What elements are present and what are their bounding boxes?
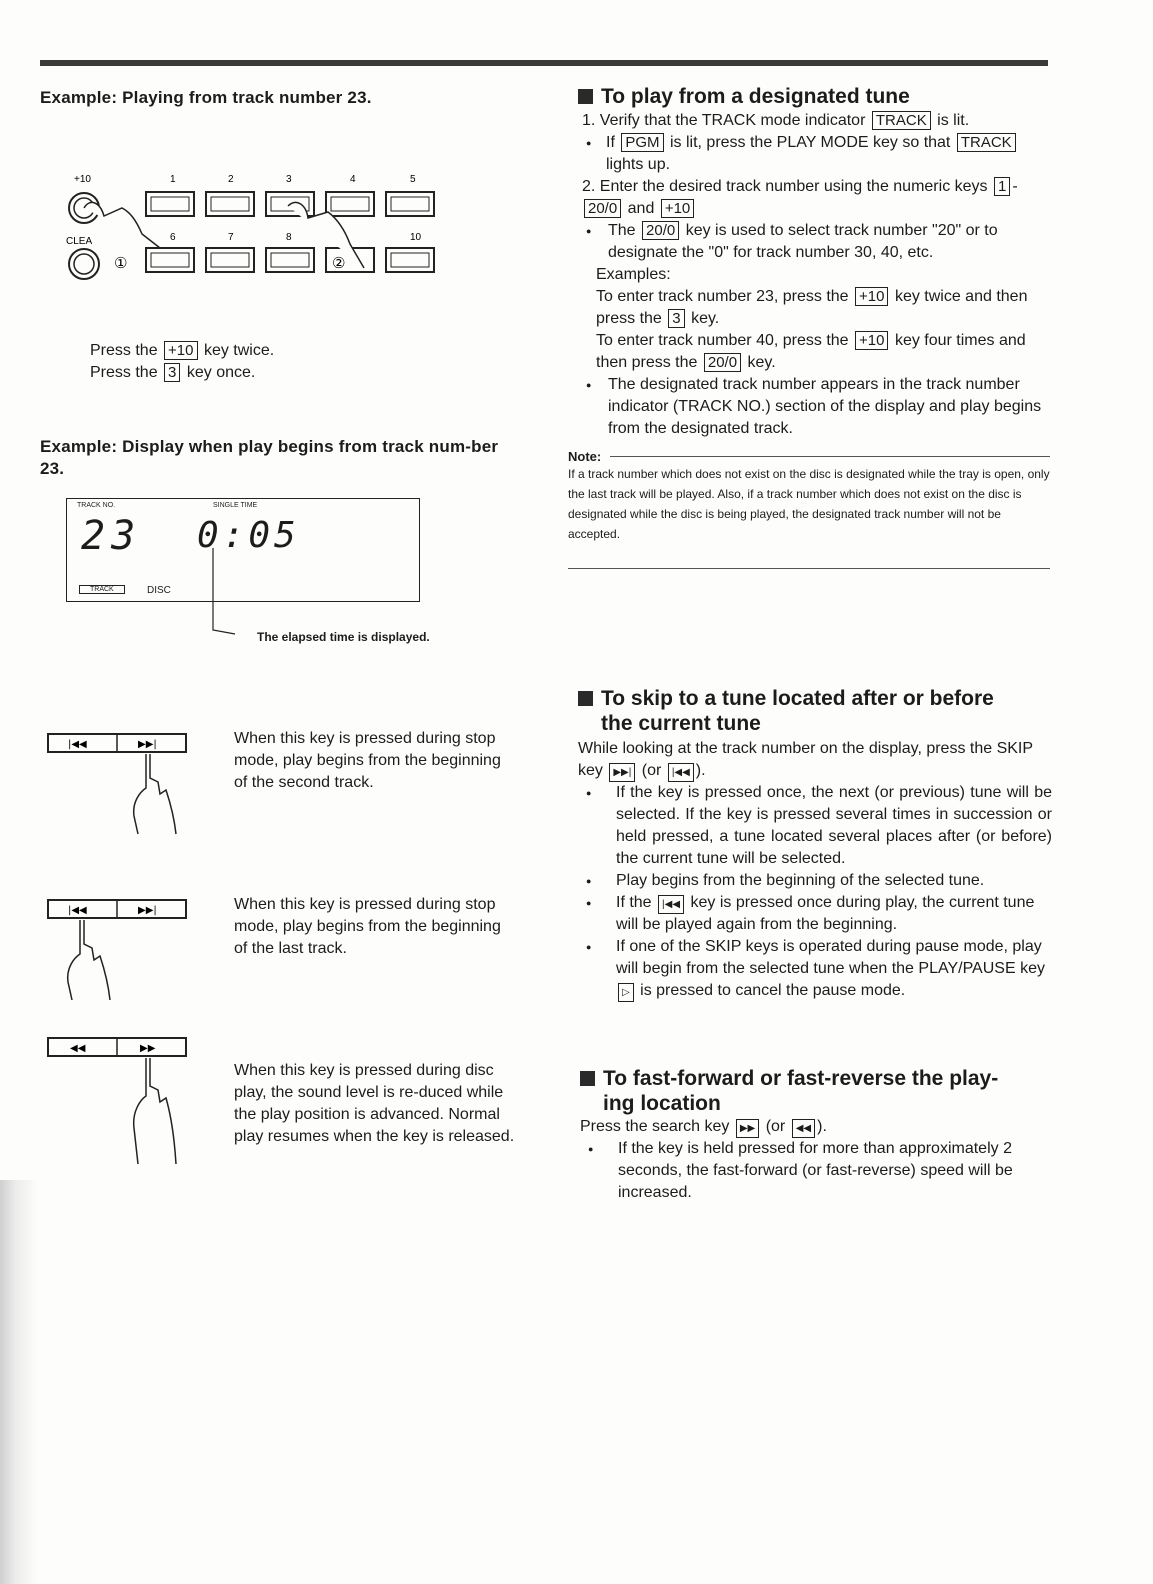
top-rule: [40, 60, 1048, 66]
finger-icon: [134, 1058, 176, 1164]
skip-forward-icon: ▶▶|: [609, 763, 635, 782]
section2-body: While looking at the track number on the display, press the SKIP key ▶▶| (or |◀◀ ). ● If the key is pressed once, the next (or previous) tune will be selected. If the key is pressed several times in succession or held pressed, a tune located several places after (or before) the current tune will be selected. ● Play begins from the beginning of the selected tune. ● If the |◀◀ key is pressed once during play, the current tune will be played again from the beginning. ● If one of the SKIP keys is operated during pause mode, play will begin from the selected tune when the PLAY/PAUSE key ▷ is pressed to cancel the pause mode.: [578, 738, 1052, 1002]
search-illustration: [46, 1036, 196, 1166]
section-square-icon: [578, 89, 593, 104]
display-caption: The elapsed time is displayed.: [257, 630, 430, 644]
callout-2: ②: [332, 254, 346, 272]
note-title: Note:: [568, 449, 602, 464]
key-label: +10: [74, 174, 91, 185]
key-label: 3: [286, 174, 292, 185]
section-square-icon: [580, 1071, 595, 1086]
press-line-2: Press the 3 key once.: [90, 364, 256, 381]
key-5: [386, 192, 434, 216]
skip-back-icon: |◀◀: [658, 895, 684, 914]
rewind-icon: ◀◀: [792, 1119, 815, 1138]
example1-heading: Example: Playing from track number 23.: [40, 88, 372, 107]
skip-forward-icon: ▶▶|: [138, 905, 157, 916]
hand-1-icon: [84, 202, 160, 248]
track-indicator: TRACK: [79, 585, 125, 594]
skip-forward-illustration: [46, 732, 196, 836]
fast-forward-icon: ▶▶: [736, 1119, 759, 1138]
time-display: 0:05: [197, 515, 300, 556]
search-text: When this key is pressed during disc play, the sound level is re-duced while the play position is advanced. Normal play resumes when the key is released.: [234, 1062, 515, 1145]
section1-title: To play from a designated tune: [578, 84, 910, 109]
callout-1: ①: [114, 254, 128, 272]
skip-back-icon: |◀◀: [668, 763, 694, 782]
keypad-illustration: [60, 168, 460, 290]
skip-back-icon: |◀◀: [68, 905, 87, 916]
callout-line: [205, 548, 245, 638]
key-3-label: 3: [164, 363, 180, 382]
skip-forward-icon: ▶▶|: [138, 739, 157, 750]
track-no-label: TRACK NO.: [77, 502, 116, 509]
key-label: 2: [228, 174, 234, 185]
play-icon: ▷: [618, 983, 634, 1002]
key-label: 10: [410, 232, 422, 243]
skip-back-icon: |◀◀: [68, 739, 87, 750]
section3-title: To fast-forward or fast-reverse the play- ing location: [580, 1066, 1060, 1116]
key-7: [206, 248, 254, 272]
finger-icon: [68, 920, 110, 1000]
key-label: 8: [286, 232, 292, 243]
clear-label: CLEA: [66, 236, 93, 247]
key-label: 5: [410, 174, 416, 185]
scan-edge: [0, 1180, 38, 1584]
example2-heading: Example: Display when play begins from track num-ber 23.: [40, 437, 499, 478]
finger-icon: [134, 754, 176, 834]
note-body: If a track number which does not exist on the disc is designated while the tray is open, only the last track will be played. Also, if a track number which does not exist on the disc is designated while the disc is being played, the designated track number will not be accepted.: [568, 467, 1050, 541]
skip-back-text: When this key is pressed during stop mode, play begins from the beginning of the last track.: [234, 896, 501, 957]
skip-forward-text: When this key is pressed during stop mode, play begins from the beginning of the second track.: [234, 730, 501, 791]
single-time-label: SINGLE TIME: [213, 502, 258, 509]
key-6: [146, 248, 194, 272]
section-square-icon: [578, 691, 593, 706]
track-number-display: 23: [81, 513, 142, 559]
skip-back-illustration: [46, 898, 196, 1002]
key-2: [206, 192, 254, 216]
section2-title: To skip to a tune located after or before the current tune: [578, 686, 1058, 736]
key-4: [326, 192, 374, 216]
rewind-icon: ◀◀: [70, 1043, 86, 1054]
key-1: [146, 192, 194, 216]
key-8: [266, 248, 314, 272]
note-rule-top: [610, 456, 1050, 457]
disc-label: DISC: [147, 585, 171, 596]
plus10-key-label: +10: [164, 341, 197, 360]
fast-forward-icon: ▶▶: [140, 1043, 156, 1054]
key-10: [386, 248, 434, 272]
key-label: 6: [170, 232, 176, 243]
key-label: 4: [350, 174, 356, 185]
section3-body: Press the search key ▶▶ (or ◀◀ ). ● If the key is held pressed for more than approximately 2 seconds, the fast-forward (or fast-reverse) speed will be increased.: [580, 1116, 1052, 1204]
note-rule-bottom: [568, 568, 1050, 569]
press-line-1: Press the +10 key twice.: [90, 342, 275, 359]
section1-body: 1. Verify that the TRACK mode indicator TRACK is lit. ● If PGM is lit, press the PLAY MODE key so that TRACK lights up. 2. Enter the desired track number using the numeric keys 1 -20/0 and +10 ● The 20/0 key is used to select track number "20" or to designate the "0" for track number 30, 40, etc. Examples: To enter track number 23, press the +10 key twice and then press the 3 key. To enter track number 40, press the +10 key four times and then press the 20/0 key. ● The designated track number appears in the track number indicator (TRACK NO.) section of the display and play begins from the designated track.: [578, 110, 1048, 440]
key-label: 1: [170, 174, 176, 185]
key-label: 7: [228, 232, 234, 243]
